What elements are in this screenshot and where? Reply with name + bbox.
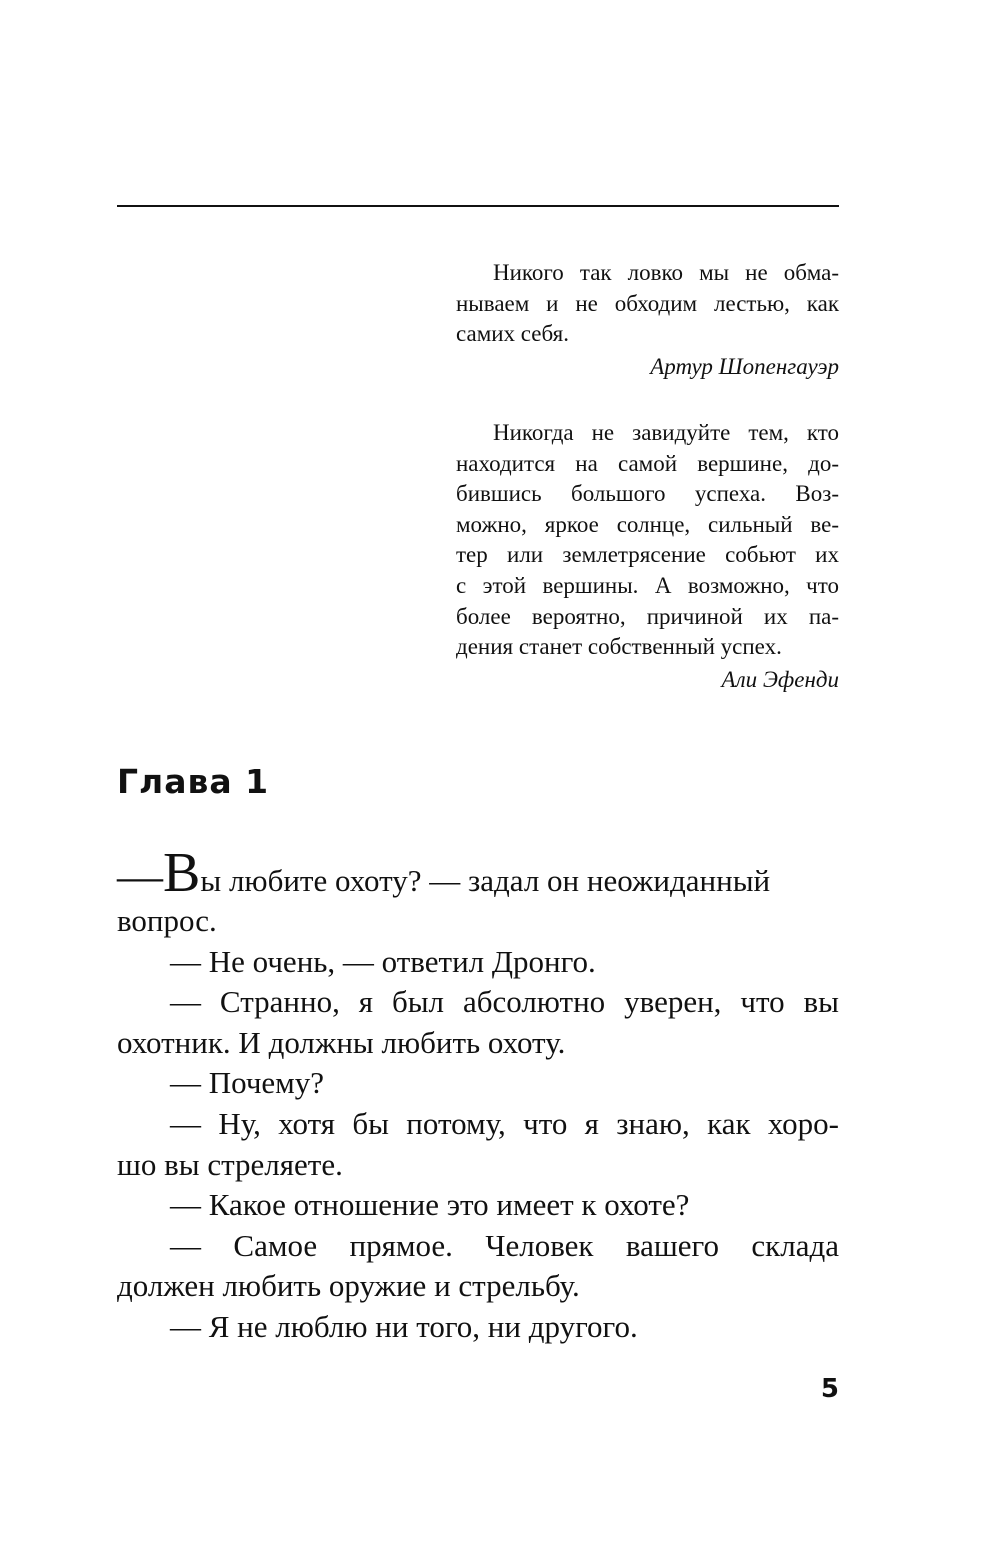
text-line: — Ну, хотя бы потому, что я знаю, как хоро-	[170, 1105, 839, 1141]
epigraph-author: Артур Шопенгауэр	[650, 353, 839, 379]
text-line: должен любить оружие и стрельбу.	[117, 1268, 580, 1304]
epigraph-ali-efendi	[456, 418, 839, 695]
first-line-text: ы любите охоту? — задал он неожиданный	[200, 863, 771, 898]
epigraph-line: нываем и не обходим лестью, как	[456, 290, 839, 316]
chapter-body	[117, 842, 839, 1348]
text-line: шо вы стреляете.	[117, 1146, 343, 1182]
epigraph-line: Никогда не завидуйте тем, кто	[493, 420, 839, 445]
epigraph-line: находится на самой вершине, до-	[456, 450, 839, 476]
epigraph-line: дения станет собственный успех.	[456, 634, 782, 660]
epigraph-author: Али Эфенди	[721, 666, 839, 692]
opening-dash: —	[117, 850, 163, 901]
text-line: — Какое отношение это имеет к охоте?	[170, 1187, 690, 1223]
epigraph-line: можно, яркое солнце, сильный ве-	[456, 511, 839, 537]
epigraph-line: Никого так ловко мы не обма-	[493, 260, 839, 285]
chapter-title: Глава 1	[117, 762, 270, 801]
text-line: охотник. И должны любить охоту.	[117, 1024, 566, 1060]
drop-cap: В	[163, 842, 201, 904]
header-rule	[117, 205, 839, 207]
text-line: — Я не люблю ни того, ни другого.	[170, 1308, 638, 1344]
first-line	[117, 842, 839, 904]
page-number: 5	[820, 1374, 839, 1404]
epigraph-line: самих себя.	[456, 321, 569, 347]
epigraph-line: с этой вершины. А возможно, что	[456, 572, 839, 598]
text-line: — Странно, я был абсолютно уверен, что вы	[170, 984, 839, 1020]
epigraph-schopenhauer	[456, 258, 839, 382]
text-line: вопрос.	[117, 903, 217, 938]
epigraph-line: тер или землетрясение собьют их	[456, 542, 839, 568]
epigraph-line: более вероятно, причиной их па-	[456, 603, 839, 629]
epigraph-line: бившись большого успеха. Воз-	[456, 481, 839, 507]
text-line: — Самое прямое. Человек вашего склада	[170, 1227, 839, 1263]
text-line: — Не очень, — ответил Дронго.	[170, 943, 596, 979]
text-line: — Почему?	[170, 1065, 325, 1101]
